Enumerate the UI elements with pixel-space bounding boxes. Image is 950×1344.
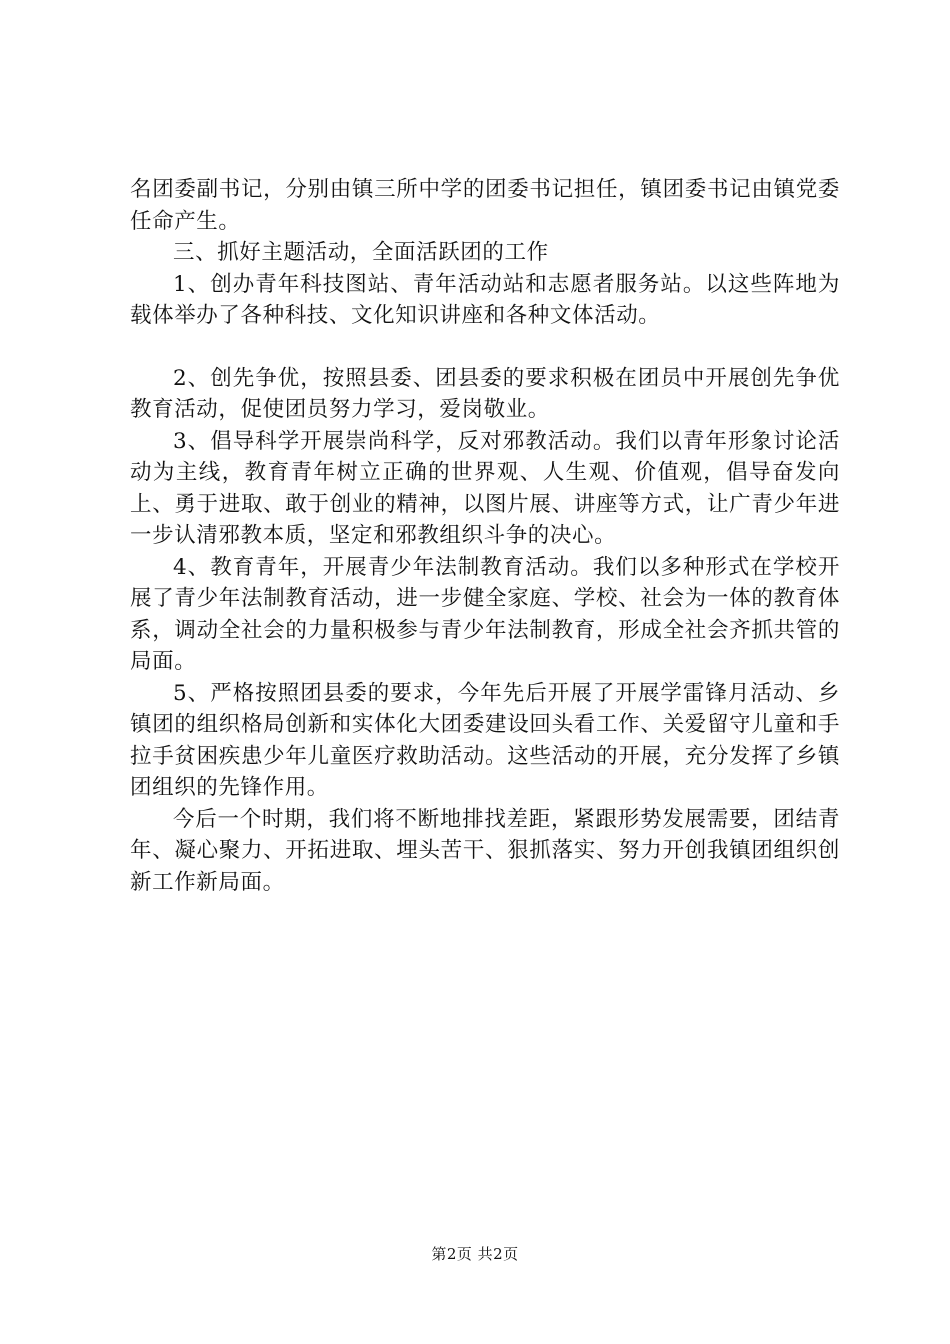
list-item-4: 4、教育青年，开展青少年法制教育活动。我们以多种形式在学校开展了青少年法制教育活动，进一步健全家庭、学校、社会为一体的教育体系，调动全社会的力量积极参与青少年法制教育，形成全社会齐抓共管的局面。 xyxy=(130,554,840,674)
paragraph-continuation: 名团委副书记，分别由镇三所中学的团委书记担任，镇团委书记由镇党委任命产生。 xyxy=(130,177,840,234)
list-item-5: 5、严格按照团县委的要求，今年先后开展了开展学雷锋月活动、乡镇团的组织格局创新和实体化大团委建设回头看工作、关爱留守儿童和手拉手贫困疾患少年儿童医疗救助活动。这些活动的开展，充分发挥了乡镇团组织的先锋作用。 xyxy=(130,680,840,800)
page-number-footer: 第2页 共2页 xyxy=(431,1245,519,1263)
list-item-1: 1、创办青年科技图站、青年活动站和志愿者服务站。以这些阵地为载体举办了各种科技、文化知识讲座和各种文体活动。 xyxy=(130,271,840,328)
closing-paragraph: 今后一个时期，我们将不断地排找差距，紧跟形势发展需要，团结青年、凝心聚力、开拓进取、埋头苦干、狠抓落实、努力开创我镇团组织创新工作新局面。 xyxy=(130,806,840,895)
document-body xyxy=(130,174,840,898)
list-item-3: 3、倡导科学开展崇尚科学，反对邪教活动。我们以青年形象讨论活动为主线，教育青年树立正确的世界观、人生观、价值观，倡导奋发向上、勇于进取、敢于创业的精神，以图片展、讲座等方式，让广青少年进一步认清邪教本质，坚定和邪教组织斗争的决心。 xyxy=(130,428,840,548)
section-heading: 三、抓好主题活动，全面活跃团的工作 xyxy=(173,240,549,265)
list-item-2: 2、创先争优，按照县委、团县委的要求积极在团员中开展创先争优教育活动，促使团员努力学习，爱岗敬业。 xyxy=(130,365,840,422)
